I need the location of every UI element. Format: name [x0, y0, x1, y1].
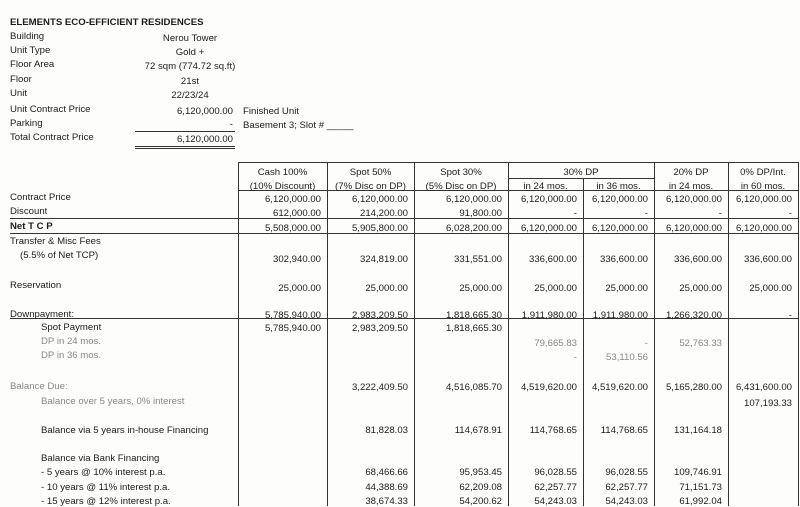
cell-net-tcp-col4: 6,120,000.00 [520, 223, 577, 234]
row-label-transfer-fees: Transfer & Misc Fees [10, 236, 101, 247]
row-label-downpayment: Downpayment: [10, 309, 74, 320]
value-floor-area: 72 sqm (774.72 sq.ft) [144, 61, 236, 72]
label-total-price: Total Contract Price [10, 132, 94, 143]
row-label-contract-price: Contract Price [10, 192, 71, 203]
cell-inhouse-col5: 114,768.65 [600, 425, 648, 436]
cell-downpayment-col4: 1,911,980.00 [521, 310, 577, 321]
cell-transfer-col1: 302,940.00 [272, 254, 321, 265]
column-header-6-line2: in 24 mos. [668, 181, 714, 192]
cell-contract-price-col1: 6,120,000.00 [264, 194, 321, 205]
label-contract-price: Unit Contract Price [10, 104, 91, 115]
row-label-dp36: DP in 36 mos. [41, 350, 102, 361]
row-label-spot-payment: Spot Payment [41, 322, 102, 333]
column-header-1-line1: Cash 100% [257, 167, 308, 178]
row-label-bank-15y: - 15 years @ 12% interest p.a. [41, 496, 171, 507]
cell-net-tcp-col6: 6,120,000.00 [665, 223, 722, 234]
group-header-30dp: 30% DP [563, 167, 599, 178]
row-label-bank-10y: - 10 years @ 11% interest p.a. [41, 482, 171, 493]
total-rule-bottom-1 [135, 146, 235, 147]
cell-net-tcp-col1: 5,508,000.00 [264, 223, 321, 234]
cell-inhouse-col3: 114,678.91 [454, 425, 502, 436]
cell-downpayment-col7: - [788, 310, 792, 321]
label-building: Building [10, 31, 45, 42]
cell-transfer-col7: 336,600.00 [743, 254, 792, 265]
company-title: ELEMENTS ECO-EFFICIENT RESIDENCES [10, 17, 204, 28]
row-label-net-tcp: Net T C P [10, 221, 53, 232]
cell-discount-col2: 214,200.00 [359, 208, 408, 219]
column-header-2-line2: (7% Disc on DP) [335, 181, 406, 192]
cell-bank5-col4: 96,028.55 [534, 467, 577, 478]
row-label-inhouse: Balance via 5 years in-house Financing [41, 425, 209, 436]
cell-discount-col6: - [718, 208, 722, 219]
cell-net-tcp-col2: 5,905,800.00 [351, 223, 408, 234]
cell-reservation-col1: 25,000.00 [278, 283, 321, 294]
cell-dp24-col6: 52,763.33 [679, 338, 722, 349]
column-header-2-line1: Spot 50% [349, 167, 392, 178]
row-label-discount: Discount [10, 206, 48, 217]
cell-reservation-col3: 25,000.00 [459, 283, 502, 294]
cell-reservation-col4: 25,000.00 [534, 283, 577, 294]
column-header-5-line2: in 36 mos. [596, 181, 641, 192]
cell-bank10-col2: 44,388.69 [365, 482, 408, 493]
cell-dp24-col4: 79,665.83 [534, 338, 577, 349]
cell-bank15-col2: 38,674.33 [365, 496, 408, 507]
cell-bank5-col6: 109,746.91 [673, 467, 722, 478]
row-label-balance-due: Balance Due: [10, 381, 68, 392]
cell-bank5-col5: 96,028.55 [605, 467, 648, 478]
cell-spot-payment-col1: 5,785,940.00 [264, 323, 321, 334]
cell-bank5-col2: 68,466.66 [365, 467, 408, 478]
cell-downpayment-col2: 2,983,209.50 [351, 310, 408, 321]
cell-transfer-col2: 324,819.00 [359, 254, 408, 265]
total-rule-bottom-2 [135, 148, 235, 149]
cell-reservation-col6: 25,000.00 [679, 283, 722, 294]
cell-dp24-col5: - [644, 338, 648, 349]
value-total-price: 6,120,000.00 [176, 134, 233, 145]
column-header-1-line2: (10% Discount) [249, 181, 316, 192]
value-floor: 21st [180, 76, 200, 87]
cell-reservation-col5: 25,000.00 [605, 283, 648, 294]
column-header-3-line2: (5% Disc on DP) [425, 181, 497, 192]
value-unit: 22/23/24 [171, 90, 209, 101]
parking-note: Basement 3; Slot # _____ [243, 120, 354, 131]
cell-bank15-col4: 54,243.03 [534, 496, 577, 507]
column-header-6-line1: 20% DP [673, 167, 709, 178]
cell-balance-due-col4: 4,519,620.00 [520, 382, 577, 393]
cell-bank15-col5: 54,243.03 [605, 496, 648, 507]
cell-downpayment-col3: 1,818,665.30 [445, 310, 502, 321]
cell-reservation-col7: 25,000.00 [749, 283, 792, 294]
cell-bank10-col4: 62,257.77 [534, 482, 577, 493]
cell-transfer-col6: 336,600.00 [673, 254, 722, 265]
cell-downpayment-col5: 1,911,980.00 [592, 310, 648, 321]
cell-net-tcp-col5: 6,120,000.00 [591, 223, 648, 234]
label-unit-type: Unit Type [10, 45, 51, 56]
cell-transfer-col3: 331,551.00 [453, 254, 502, 265]
cell-balance-due-col2: 3,222,409.50 [351, 382, 408, 393]
label-floor: Floor [10, 74, 32, 85]
table-header-top-rule [238, 162, 798, 163]
label-unit: Unit [10, 88, 28, 99]
total-rule-top [135, 131, 235, 132]
cell-net-tcp-col3: 6,028,200.00 [445, 223, 502, 234]
cell-discount-col5: - [644, 208, 648, 219]
cell-bank10-col6: 71,151.73 [679, 482, 722, 493]
cell-downpayment-col6: 1,266,320.00 [665, 310, 722, 321]
cell-bank15-col6: 61,992.04 [679, 496, 722, 507]
cell-balance-due-col5: 4,519,620.00 [591, 382, 648, 393]
cell-spot-payment-col3: 1,818,665.30 [445, 323, 502, 334]
cell-discount-col7: - [788, 208, 792, 219]
cell-discount-col3: 91,800.00 [459, 208, 502, 219]
value-unit-type: Gold + [175, 47, 205, 58]
value-building: Nerou Tower [162, 33, 218, 44]
row-sublabel-transfer: (5.5% of Net TCP) [20, 250, 99, 261]
cell-contract-price-col5: 6,120,000.00 [591, 194, 648, 205]
value-contract-price: 6,120,000.00 [176, 106, 233, 117]
cell-downpayment-col1: 5,785,940.00 [264, 310, 321, 321]
cell-bank10-col5: 62,257.77 [605, 482, 648, 493]
value-parking: - [229, 119, 233, 130]
cell-transfer-col4: 336,600.00 [528, 254, 577, 265]
cell-bank15-col3: 54,200.62 [459, 496, 502, 507]
unit-note: Finished Unit [243, 106, 299, 117]
cell-discount-col1: 612,000.00 [272, 208, 321, 219]
cell-discount-col4: - [573, 208, 577, 219]
label-parking: Parking [10, 118, 43, 129]
cell-spot-payment-col2: 2,983,209.50 [351, 323, 408, 334]
cell-reservation-col2: 25,000.00 [365, 283, 408, 294]
column-header-7-line2: in 60 mos. [740, 181, 786, 192]
cell-inhouse-col2: 81,828.03 [365, 425, 408, 436]
label-floor-area: Floor Area [10, 59, 55, 70]
column-header-7-line1: 0% DP/Int. [740, 167, 786, 178]
cell-balance-due-col7: 6,431,600.00 [735, 382, 792, 393]
table-vline [798, 162, 799, 506]
cell-contract-price-col6: 6,120,000.00 [665, 194, 722, 205]
cell-contract-price-col4: 6,120,000.00 [520, 194, 577, 205]
row-label-bank-title: Balance via Bank Financing [41, 453, 160, 464]
cell-balance-5y-col7: 107,193.33 [743, 398, 792, 409]
column-header-4-line2: in 24 mos. [523, 181, 568, 192]
cell-inhouse-col6: 131,164.18 [673, 425, 722, 436]
row-label-bank-5y: - 5 years @ 10% interest p.a. [41, 467, 166, 478]
cell-contract-price-col7: 6,120,000.00 [735, 194, 792, 205]
cell-transfer-col5: 336,600.00 [599, 254, 648, 265]
row-label-dp24: DP in 24 mos. [41, 336, 102, 347]
cell-bank5-col3: 95,953.45 [459, 467, 502, 478]
table-group-rule [508, 178, 654, 179]
cell-inhouse-col4: 114,768.65 [529, 425, 577, 436]
cell-contract-price-col3: 6,120,000.00 [445, 194, 502, 205]
row-label-reservation: Reservation [10, 280, 62, 291]
cell-dp36-col5: 53,110.56 [606, 352, 648, 363]
cell-dp36-col4: - [573, 352, 577, 363]
cell-bank10-col3: 62,209.08 [459, 482, 502, 493]
cell-net-tcp-col7: 6,120,000.00 [735, 223, 792, 234]
cell-balance-due-col6: 5,165,280.00 [665, 382, 722, 393]
column-header-3-line1: Spot 30% [440, 167, 482, 178]
cell-balance-due-col3: 4,516,085.70 [445, 382, 502, 393]
cell-contract-price-col2: 6,120,000.00 [351, 194, 408, 205]
row-label-balance-5y: Balance over 5 years, 0% interest [41, 396, 185, 407]
